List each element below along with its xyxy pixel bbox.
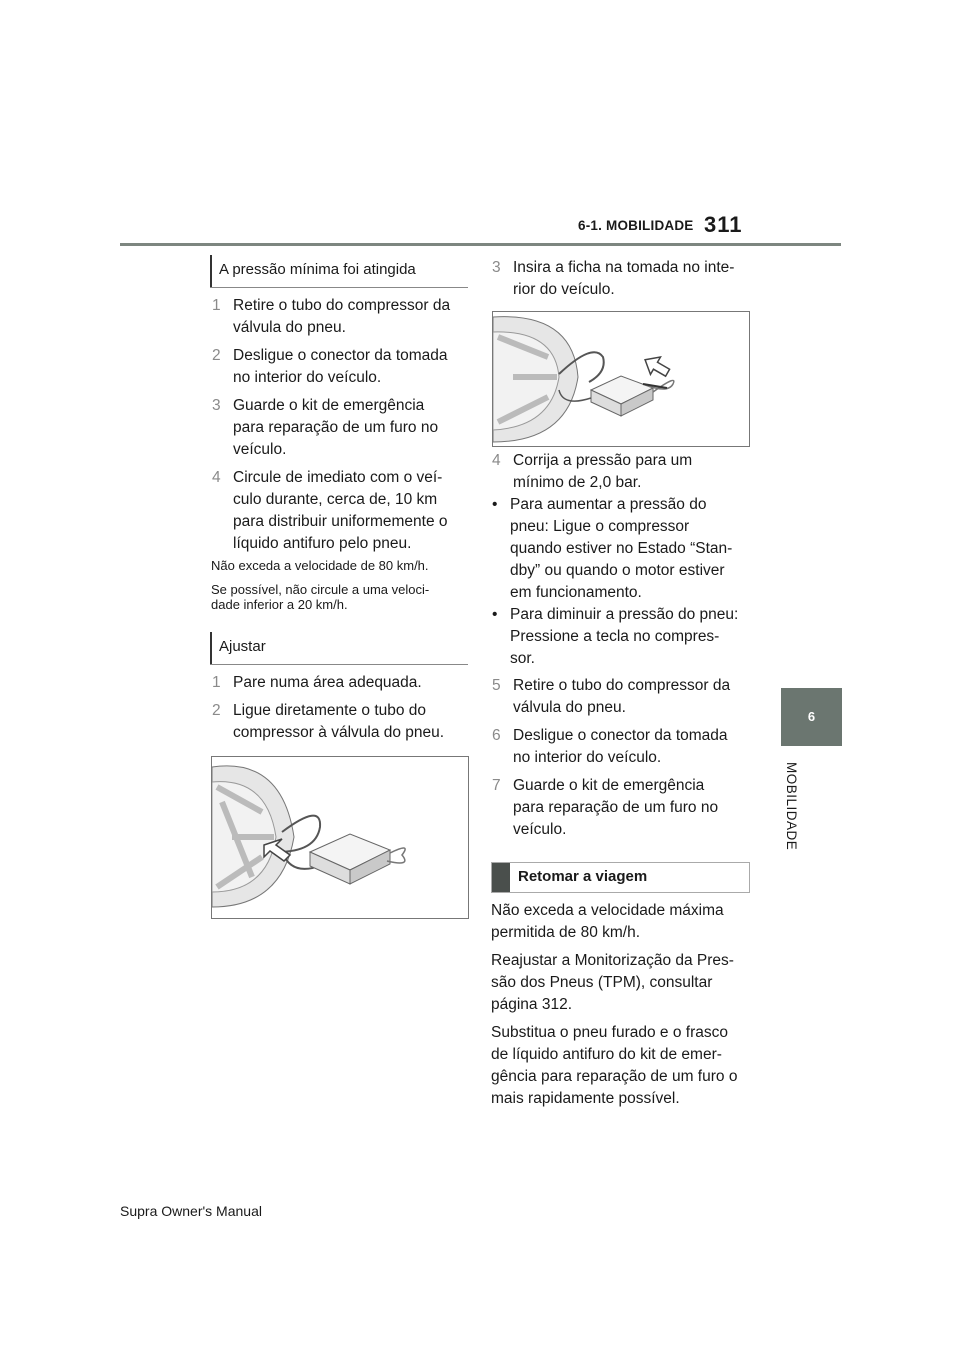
section-heading-min-pressure: A pressão mínima foi atingida — [210, 255, 468, 288]
step-4: 4 Corrija a pressão para um mínimo de 2,0 bar. — [492, 452, 693, 491]
list-item: 6 Desligue o conector da tomada no interior do veículo. — [492, 727, 728, 766]
chapter-side-label: MOBILIDADE — [784, 762, 799, 851]
paragraph: Substitua o pneu furado e o frasco de líquido antifuro do kit de emer- gência para reparação de um furo o mais rapidamente possível. — [491, 1024, 738, 1107]
header-rule — [120, 243, 841, 246]
chapter-tab[interactable]: 6 — [781, 688, 842, 746]
step-3: 3 Insira a ficha na tomada no inte- rior do veículo. — [492, 259, 735, 298]
footer-manual-title: Supra Owner's Manual — [120, 1203, 262, 1219]
list-item: 4 Circule de imediato com o veí- culo durante, cerca de, 10 km para distribuir uniformemente o líquido antifuro pelo pneu. — [212, 469, 448, 552]
closing-paragraphs — [491, 900, 753, 1110]
compressor-socket-illustration-icon — [493, 312, 749, 446]
section-heading-resume-trip: Retomar a viagem — [491, 862, 750, 893]
speed-note: Não exceda a velocidade de 80 km/h. — [211, 558, 429, 573]
list-item: 2 Ligue diretamente o tubo do compressor à válvula do pneu. — [212, 702, 445, 741]
min-speed-note: Se possível, não circule a uma veloci- dade inferior a 20 km/h. — [211, 582, 430, 612]
compressor-valve-illustration-icon — [212, 757, 468, 918]
list-item: 2 Desligue o conector da tomada no interior do veículo. — [212, 347, 448, 386]
list-item: • Para aumentar a pressão do pneu: Ligue o compressor quando estiver no Estado “Stan- dby” ou quando o motor estiver em funcionamento. — [492, 496, 733, 601]
bullet-list — [490, 494, 752, 670]
list-item: 3 Guarde o kit de emergência para reparação de um furo no veículo. — [212, 397, 439, 458]
figure-compressor-socket — [492, 311, 750, 447]
list-item: • Para diminuir a pressão do pneu: Pressione a tecla no compres- sor. — [492, 606, 739, 667]
section-heading-adjust: Ajustar — [210, 632, 468, 665]
figure-compressor-valve — [211, 756, 469, 919]
paragraph: Reajustar a Monitorização da Pres- são dos Pneus (TPM), consultar página 312. — [491, 952, 734, 1013]
steps-list-2 — [212, 672, 468, 744]
section-title: 6-1. MOBILIDADE — [578, 218, 694, 233]
page-number: 311 — [704, 212, 743, 237]
list-item: 1 Retire o tubo do compressor da válvula do pneu. — [212, 297, 451, 336]
paragraph: Não exceda a velocidade máxima permitida de 80 km/h. — [491, 902, 724, 941]
steps-list-3 — [492, 675, 750, 841]
list-item: 7 Guarde o kit de emergência para reparação de um furo no veículo. — [492, 777, 719, 838]
list-item: 5 Retire o tubo do compressor da válvula do pneu. — [492, 677, 731, 716]
list-item: 1 Pare numa área adequada. — [212, 674, 422, 691]
steps-list-1 — [212, 295, 468, 555]
